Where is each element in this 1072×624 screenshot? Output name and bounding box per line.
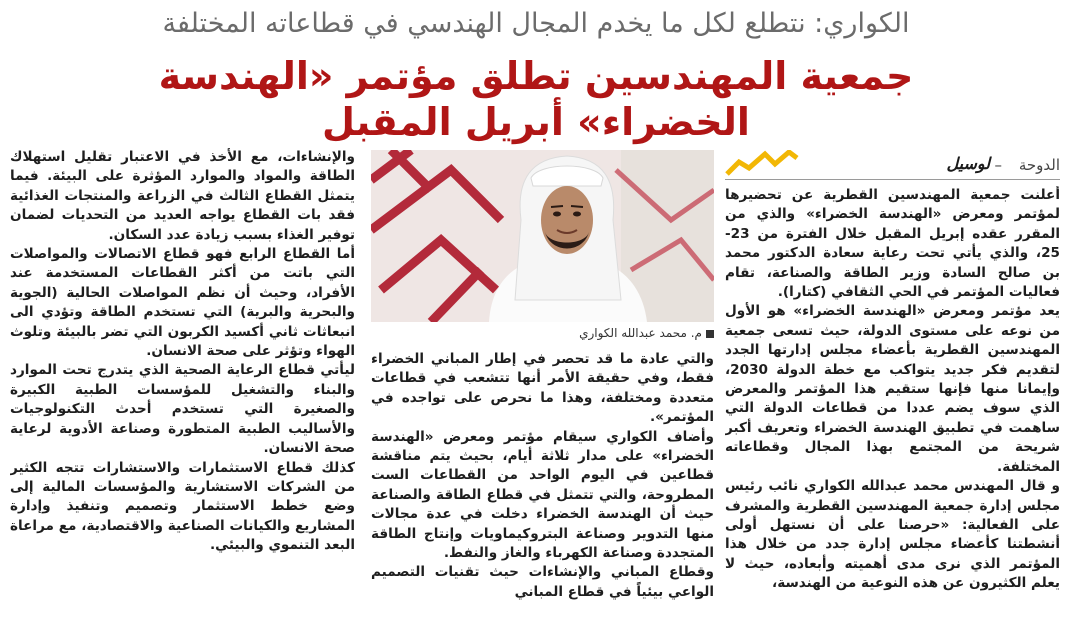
paragraph: كذلك قطاع الاستثمارات والاستشارات تتجه الكثير من الشركات الاستشارية والمؤسسات المالية إلى وضع خطط الاستثمار وتصميم وتنفيذ وإدارة المشاريع والكيانات الصناعية والاقتصادية، مع مراعاة البعد التنموي والبيئي. [10,459,355,554]
paragraph: وأضاف الكواري سيقام مؤتمر ومعرض «الهندسة الخضراء» على مدار ثلاثة أيام، بحيث يتم مناقشة قطاعين في اليوم الواحد من القطاعات الست المطروحة، والتي تتمثل في قطاع الطاقة والصناعة حيث أن الهندسة الخضراء دخلت في عدة مجالات منها التدوير وصناعة البتروكيماويات وإنتاج الطاقة المتجددة وصناعة الكهرباء والغاز والنفط. [371,428,714,562]
article-headline-line-1: جمعية المهندسين تطلق مؤتمر «الهندسة [158,54,914,98]
byline-brand: لوسيل [946,154,990,173]
article-column-left [10,148,355,620]
newspaper-logo-icon [725,150,799,178]
paragraph: والإنشاءات، مع الأخذ في الاعتبار تقليل استهلاك الطاقة والمواد والموارد المؤثرة على البيئة. فيما يتمثل القطاع الثالث في الزراعة والمنتجات الغذائية فقد بات القطاع يواجه العديد من التحديات لضمان توفير الغذاء بسبب زيادة عدد السكان. [10,149,355,243]
paragraph: وقطاع المباني والإنشاءات حيث تقنيات التصميم الواعي بيئياً في قطاع المباني [371,564,714,600]
photo-caption [371,326,714,344]
photo-caption-text: م. محمد عبدالله الكواري [579,326,702,340]
paragraph: والتي عادة ما قد تحصر في إطار المباني الخضراء فقط، وفي حقيقة الأمر أنها تتشعب في قطاعات متعددة ومختلفة، وهذا ما نحرص على تواجده في المؤتمر». [371,351,714,426]
article-column-middle [371,350,714,620]
paragraph: أما القطاع الرابع فهو قطاع الاتصالات والمواصلات التي باتت من أكثر القطاعات المستخدمة عند الأفراد، وحيث أن نظم المواصلات الحالية (الجوية والبحرية والبرية) التي تستخدم الطاقة وتؤدي الى انبعاثات ثاني أكسيد الكربون التي تضر بالبيئة وتلوث الهواء وتؤثر على صحة الانسان. [10,246,355,360]
paragraph: يعد مؤتمر ومعرض «الهندسة الخضراء» هو الأول من نوعه على مستوى الدولة، حيث تسعى جمعية المهندسين القطرية بأعضاء مجلس إدارتها الجدد لتقديم فكر جديد يتواكب مع خطة الدولة 2030، وإيمانا منها فإنها ستقيم هذا المؤتمر والمعرض الذي سوف يضم عددا من قطاعات الدولة التي ساهمت في تطبيق الهندسة الخضراء وتعريف أكبر شريحة من المجتمع بهذا المجال وقطاعاته المختلفة. [725,303,1060,475]
caption-bullet-icon [706,330,714,338]
article-column-right [725,186,1060,620]
paragraph: ليأتي قطاع الرعاية الصحية الذي يتدرج تحت الموارد والبناء والتشغيل للمؤسسات الطبية الكبيرة والصغيرة التي تستخدم أحدث التكنولوجيات والأساليب الطبية المتطورة وصناعة الأدوية لرعاية صحة الانسان. [10,362,355,457]
byline-dash: – [994,156,1002,174]
article-byline [725,150,1060,180]
paragraph: أعلنت جمعية المهندسين القطرية عن تحضيرها لمؤتمر ومعرض «الهندسة الخضراء» والذي من المقرر عقده إبريل المقبل خلال الفترة من 23-25، والذي يأتي تحت رعاية سعادة الدكتور محمد بن صالح السادة وزير الطاقة والصناعة، تقام فعاليات المؤتمر في الحي الثقافي (كتارا). [725,187,1060,301]
byline-city: الدوحة [1018,156,1060,174]
article-kicker: الكواري: نتطلع لكل ما يخدم المجال الهندسي في قطاعاته المختلفة [162,8,910,39]
portrait-photo [371,150,714,322]
paragraph: و قال المهندس محمد عبدالله الكواري نائب رئيس مجلس إدارة جمعية المهندسين القطرية والمشرف على الفعالية: «حرصنا على أن نستهل أولى أنشطتنا كأعضاء مجلس إدارة جدد من خلال هذا المؤتمر الذي نرى مدى أهميته وأبعاده، حيث لا يعلم الكثيرون عن هذه النوعية من الهندسة، [725,478,1060,592]
article-headline-line-2: الخضراء» أبريل المقبل [322,100,750,144]
